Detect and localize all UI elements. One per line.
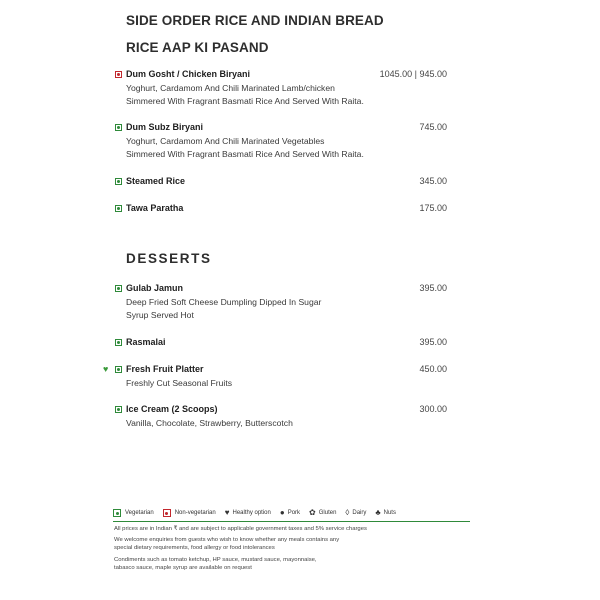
legend-divider [113, 521, 470, 522]
legend-nuts: ♣ Nuts [375, 508, 396, 517]
item-description: Deep Fried Soft Cheese Dumpling Dipped In Sugar Syrup Served Hot [126, 297, 322, 320]
footer-notes [114, 525, 454, 575]
item-name: Gulab Jamun [126, 283, 184, 293]
dairy-icon: ◊ [345, 508, 350, 517]
legend-dairy: ◊ Dairy [345, 508, 367, 517]
nonveg-icon [115, 71, 122, 78]
item-price: 175.00 [419, 203, 447, 213]
menu-item-gulab-jamun [115, 283, 455, 321]
section-subtitle-rice: RICE AAP KI PASAND [126, 40, 269, 55]
item-description: Freshly Cut Seasonal Fruits [126, 378, 233, 388]
veg-icon [115, 124, 122, 131]
legend-healthy: ♥ Healthy option [224, 508, 271, 517]
veg-icon [115, 366, 122, 373]
veg-icon [113, 509, 121, 517]
menu-item-dum-gosht-biryani [115, 69, 455, 107]
veg-icon [115, 339, 122, 346]
note-enquiries: We welcome enquiries from guests who wish to know whether any meals contains any special dietary requirements, food allergy or food intolerances [114, 537, 340, 552]
menu-item-fresh-fruit-platter [103, 364, 455, 390]
nonveg-icon [163, 509, 171, 517]
legend-vegetarian: Vegetarian [113, 509, 154, 517]
item-description: Yoghurt, Cardamom And Chili Marinated Vegetables Simmered With Fragrant Basmati Rice And Served With Raita. [126, 136, 364, 159]
item-name: Dum Subz Biryani [126, 122, 204, 132]
item-price: 450.00 [419, 364, 447, 374]
section-title-side-order: SIDE ORDER RICE AND INDIAN BREAD [126, 13, 384, 28]
menu-item-dum-subz-biryani [115, 122, 455, 160]
item-name: Dum Gosht / Chicken Biryani [126, 69, 251, 79]
item-name: Ice Cream (2 Scoops) [126, 404, 218, 414]
menu-item-tawa-paratha [115, 203, 455, 216]
menu-item-ice-cream [115, 404, 455, 430]
item-name: Steamed Rice [126, 176, 186, 186]
item-name: Rasmalai [126, 337, 166, 347]
pork-icon: ● [279, 508, 285, 517]
veg-icon [115, 285, 122, 292]
legend-nonvegetarian: Non-vegetarian [163, 509, 216, 517]
item-price: 1045.00 | 945.00 [379, 69, 447, 79]
heart-icon: ♥ [224, 508, 230, 517]
item-description: Vanilla, Chocolate, Strawberry, Butterscotch [126, 418, 293, 428]
item-description: Yoghurt, Cardamom And Chili Marinated Lamb/chicken Simmered With Fragrant Basmati Rice And Served With Raita. [126, 83, 364, 106]
menu-item-rasmalai [115, 337, 455, 350]
item-price: 395.00 [419, 337, 447, 347]
item-price: 345.00 [419, 176, 447, 186]
legend-pork: ● Pork [279, 508, 301, 517]
veg-icon [115, 406, 122, 413]
legend-gluten: ✿ Gluten [309, 508, 337, 517]
item-name: Fresh Fruit Platter [126, 364, 204, 374]
item-price: 745.00 [419, 122, 447, 132]
veg-icon [115, 205, 122, 212]
gluten-icon: ✿ [309, 508, 316, 517]
item-name: Tawa Paratha [126, 203, 184, 213]
menu-item-steamed-rice [115, 176, 455, 189]
section-title-desserts: DESSERTS [126, 251, 212, 266]
dietary-legend [113, 506, 470, 520]
veg-icon [115, 178, 122, 185]
nuts-icon: ♣ [375, 508, 381, 517]
healthy-heart-icon: ♥ [103, 364, 109, 374]
note-taxes: All prices are in Indian ₹ and are subject to applicable government taxes and 5% service charges [114, 526, 367, 532]
item-price: 300.00 [419, 404, 447, 414]
note-condiments: Condiments such as tomato ketchup, HP sauce, mustard sauce, mayonnaise, tabasco sauce, maple syrup are available on request [114, 556, 317, 571]
item-price: 395.00 [419, 283, 447, 293]
